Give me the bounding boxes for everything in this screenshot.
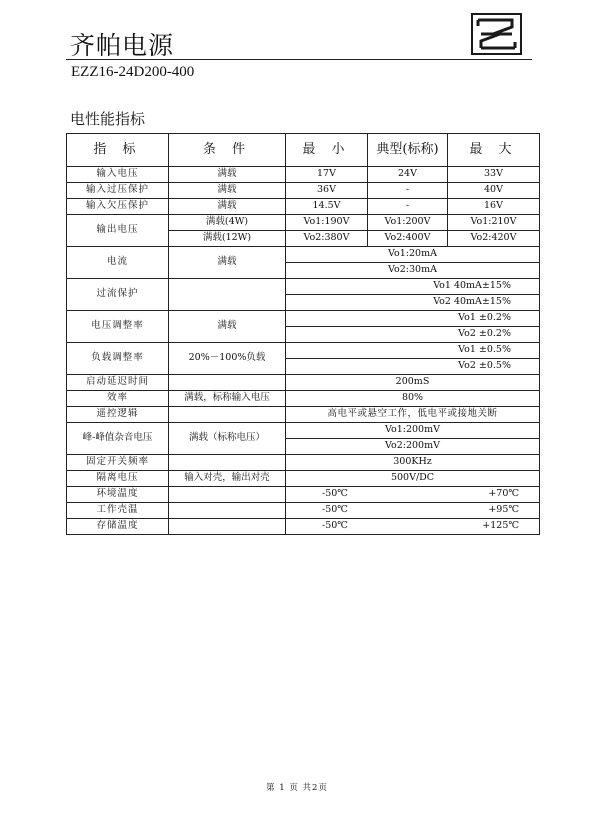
header-divider xyxy=(66,59,532,60)
max-value: +95℃ xyxy=(488,504,519,516)
param-label: 启动延迟时间 xyxy=(67,375,169,391)
condition: 满载，标称输入电压 xyxy=(169,391,286,407)
typical-value: 24V xyxy=(368,167,448,183)
spec-value: Vo1 40mA±15% xyxy=(286,279,540,295)
header-typical: 典型(标称) xyxy=(368,134,448,167)
table-row xyxy=(67,455,540,471)
min-value: -50℃ xyxy=(322,488,348,500)
spec-value: 高电平或悬空工作，低电平或接地关断 xyxy=(286,407,540,423)
condition: 满载(4W) xyxy=(169,215,286,231)
spec-value: Vo1 ±0.2% xyxy=(286,311,540,327)
condition: 满载 xyxy=(169,311,286,343)
spec-value: Vo1:20mA xyxy=(286,247,540,263)
param-label: 输入电压 xyxy=(67,167,169,183)
table-row xyxy=(67,167,540,183)
section-title: 电性能指标 xyxy=(70,110,146,128)
condition xyxy=(169,375,286,391)
condition xyxy=(169,487,286,503)
spec-value: Vo1:200mV xyxy=(286,423,540,439)
condition: 输入对壳，输出对壳 xyxy=(169,471,286,487)
table-row xyxy=(67,311,540,327)
param-label: 过流保护 xyxy=(67,279,169,311)
min-value: 36V xyxy=(286,183,368,199)
max-value: 40V xyxy=(448,183,540,199)
param-label: 电压调整率 xyxy=(67,311,169,343)
electrical-spec-table xyxy=(66,133,540,535)
spec-value: Vo2:200mV xyxy=(286,439,540,455)
table-row xyxy=(67,215,540,231)
condition xyxy=(169,407,286,423)
param-label: 电流 xyxy=(67,247,169,279)
param-label: 固定开关频率 xyxy=(67,455,169,471)
model-number: EZZ16-24D200-400 xyxy=(71,64,195,80)
min-value: Vo1:190V xyxy=(286,215,368,231)
min-value: 14.5V xyxy=(286,199,368,215)
param-label: 输入过压保护 xyxy=(67,183,169,199)
max-value: Vo1:210V xyxy=(448,215,540,231)
typical-value: - xyxy=(368,199,448,215)
condition: 满载（标称电压） xyxy=(169,423,286,455)
param-label: 输出电压 xyxy=(67,215,169,247)
max-value: 33V xyxy=(448,167,540,183)
table-row xyxy=(67,423,540,439)
header-condition: 条 件 xyxy=(169,134,286,167)
table-row xyxy=(67,247,540,263)
header-param: 指 标 xyxy=(67,134,169,167)
table-row xyxy=(67,471,540,487)
condition: 满载 xyxy=(169,167,286,183)
condition xyxy=(169,519,286,535)
condition xyxy=(169,503,286,519)
header-max: 最 大 xyxy=(448,134,540,167)
typical-value: Vo2:400V xyxy=(368,231,448,247)
max-value: Vo2:420V xyxy=(448,231,540,247)
condition: 满载 xyxy=(169,183,286,199)
temperature-range xyxy=(286,519,540,535)
table-header-row xyxy=(67,134,540,167)
condition xyxy=(169,279,286,311)
param-label: 负载调整率 xyxy=(67,343,169,375)
min-value: -50℃ xyxy=(322,504,348,516)
header-min: 最 小 xyxy=(286,134,368,167)
table-row xyxy=(67,407,540,423)
company-name: 齐帕电源 xyxy=(70,31,175,60)
spec-value: 300KHz xyxy=(286,455,540,471)
spec-value: Vo2 ±0.5% xyxy=(286,359,540,375)
min-value: 17V xyxy=(286,167,368,183)
table-row xyxy=(67,375,540,391)
max-value: +125℃ xyxy=(482,520,519,532)
table-row xyxy=(67,183,540,199)
min-value: -50℃ xyxy=(322,520,348,532)
condition xyxy=(169,455,286,471)
temperature-range xyxy=(286,503,540,519)
param-label: 效率 xyxy=(67,391,169,407)
page-footer: 第 1 页 共2页 xyxy=(266,783,328,793)
spec-value: 200mS xyxy=(286,375,540,391)
table-row xyxy=(67,487,540,503)
spec-value: Vo2 ±0.2% xyxy=(286,327,540,343)
param-label: 遥控逻辑 xyxy=(67,407,169,423)
param-label: 峰-峰值杂音电压 xyxy=(67,423,169,455)
spec-value: 500V/DC xyxy=(286,471,540,487)
spec-value: Vo2:30mA xyxy=(286,263,540,279)
table-row xyxy=(67,199,540,215)
param-label: 隔离电压 xyxy=(67,471,169,487)
spec-value: Vo2 40mA±15% xyxy=(286,295,540,311)
condition: 满载 xyxy=(169,199,286,215)
max-value: +70℃ xyxy=(488,488,519,500)
spec-value: Vo1 ±0.5% xyxy=(286,343,540,359)
table-row xyxy=(67,519,540,535)
min-value: Vo2:380V xyxy=(286,231,368,247)
condition: 满载(12W) xyxy=(169,231,286,247)
spec-value: 80% xyxy=(286,391,540,407)
param-label: 输入欠压保护 xyxy=(67,199,169,215)
table-row xyxy=(67,279,540,295)
condition: 20%－100%负载 xyxy=(169,343,286,375)
company-logo xyxy=(471,13,522,55)
table-row xyxy=(67,391,540,407)
table-row xyxy=(67,503,540,519)
max-value: 16V xyxy=(448,199,540,215)
param-label: 存储温度 xyxy=(67,519,169,535)
typical-value: Vo1:200V xyxy=(368,215,448,231)
table-row xyxy=(67,343,540,359)
typical-value: - xyxy=(368,183,448,199)
temperature-range xyxy=(286,487,540,503)
param-label: 环境温度 xyxy=(67,487,169,503)
param-label: 工作壳温 xyxy=(67,503,169,519)
condition: 满载 xyxy=(169,247,286,279)
